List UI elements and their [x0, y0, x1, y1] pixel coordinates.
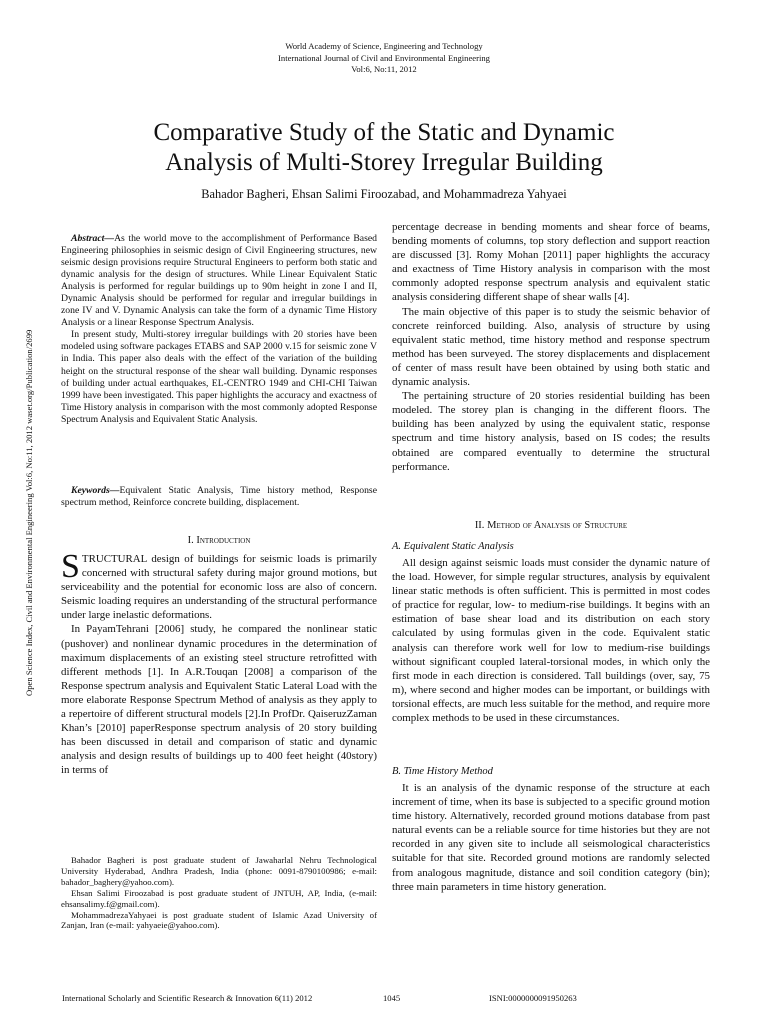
keywords-label: Keywords	[71, 485, 110, 496]
section-2-number: II.	[474, 520, 485, 531]
keywords-text: Equivalent Static Analysis, Time history method, Response spectrum method, Reinforce concrete building, displacement.	[61, 485, 377, 508]
equivalent-static-paragraph: All design against seismic loads must consider the dynamic nature of the load. However, for simple regular structures, analysis by equivalent linear static methods is often sufficient. This is permitted in most codes of practice for regular, low- to medium-rise buildings. It begins with an estimation of base shear load and its distribution on each story calculated by using formulas given in the code. Equivalent static analysis can therefore work well for low to medium-rise buildings without significant coupled lateral-torsional modes, in which only the first mode in each direction is considered. Tall buildings (over, say, 75 m), where second and higher modes can be important, or buildings with torsional effects, are much less suitable for the method, and require more complex methods to be used in these circumstances.	[392, 557, 710, 725]
introduction-body	[61, 548, 377, 778]
section-1-number: I.	[187, 535, 194, 546]
abstract-dash: —	[104, 233, 115, 244]
footnote-2: Ehsan Salimi Firoozabad is post graduate student of JNTUH, AP, India, (e-mail: ehsansalimy.f@gmail.com).	[61, 887, 377, 909]
abstract-label: Abstract	[71, 233, 105, 244]
section-2-heading	[392, 519, 710, 532]
time-history-body	[392, 781, 710, 894]
abstract-paragraph-2: In present study, Multi-storey irregular buildings with 20 stories have been modeled using software packages ETABS and SAP 2000 v.15 for seismic zone V in India. This paper also deals with the effect of the variation of the building height on the structural response of the shear wall building. Dynamic responses of building under actual earthquakes, EL-CENTRO 1949 and CHI-CHI Taiwan 1999 have been investigated. This paper highlights the accuracy and exactness of Time History analysis in comparison with the most commonly adopted Response Spectrum Analysis and Equivalent Static Analysis.	[61, 329, 377, 425]
time-history-paragraph: It is an analysis of the dynamic response of the structure at each increment of time, when its base is subjected to a specific ground motion time history. Alternatively, recorded ground motions database from past natural events can be a reliable source for time histories but they are not recorded in any given site to include all seismological characteristics suitable for that site. Recorded ground motions are randomly selected from analogous magnitude, distance and soil condition category (bin); three main parameters in time history generation.	[392, 782, 710, 893]
paper-title	[60, 118, 708, 178]
section-1-title: Introduction	[196, 535, 251, 546]
keywords-paragraph	[61, 485, 377, 509]
footnote-3: MohammadrezaYahyaei is post graduate student of Islamic Azad University of Zanjan, Iran (e-mail: yahyaeie@yahoo.com).	[61, 909, 377, 931]
journal-header	[0, 41, 768, 76]
title-line-2: Analysis of Multi-Storey Irregular Building	[165, 149, 603, 176]
title-line-1: Comparative Study of the Static and Dynamic	[153, 119, 615, 146]
side-citation-text: Open Science Index, Civil and Environmental Engineering Vol:6, No:11, 2012 waset.org/Publication/2699	[24, 329, 34, 696]
journal-name: International Journal of Civil and Environmental Engineering	[278, 52, 490, 63]
subsection-b-heading: B. Time History Method	[392, 766, 493, 777]
abstract-paragraph-1	[61, 233, 377, 329]
drop-cap: S	[61, 548, 80, 585]
footer-publisher: International Scholarly and Scientific Research & Innovation 6(11) 2012	[62, 993, 313, 1003]
page-number: 1045	[383, 993, 401, 1003]
keywords-dash: —	[109, 485, 120, 496]
objective-paragraph: The main objective of this paper is to study the seismic behavior of concrete reinforced building. Also, analysis of structure by using equivalent static method, time history method and response spectrum method has been surveyed. The storey displacements and displacement of center of mass result have been obtained by using both static and dynamic analysis.	[392, 305, 710, 389]
structure-paragraph: The pertaining structure of 20 stories residential building has been modeled. The storey plan is changing in the different floors. The building has been analyzed by using the equivalent static, response spectrum and time history analysis, based on IS codes; the results obtained are compared eventually to determine the structural performance.	[392, 390, 710, 473]
footnote-1: Bahador Bagheri is post graduate student of Jawaharlal Nehru Technological University Hyderabad, Andhra Pradesh, India (phone: 0091-8790100986; e-mail: bahador_baghery@yahoo.com).	[61, 855, 377, 887]
equivalent-static-body	[392, 556, 710, 725]
right-column-intro	[392, 220, 710, 474]
footer-isni: ISNI:0000000091950263	[489, 993, 577, 1003]
subsection-a-heading: A. Equivalent Static Analysis	[392, 541, 514, 552]
keywords	[61, 485, 377, 509]
abstract	[61, 233, 377, 426]
journal-publisher: World Academy of Science, Engineering and Technology	[285, 41, 483, 51]
section-1-heading	[61, 534, 377, 547]
author-footnotes	[61, 855, 377, 931]
intro-paragraph-1	[61, 548, 377, 622]
journal-volume: Vol:6, No:11, 2012	[351, 64, 417, 74]
section-2-title: Method of Analysis of Structure	[487, 520, 628, 531]
abstract-text-1: As the world move to the accomplishment of Performance Based Engineering philosophies in seismic design of Civil Engineering structures, new seismic design provisions require Structural Engineers to perform both static and dynamic analysis for the design of structures. While Linear Equivalent Static Analysis is performed for regular buildings up to 90m height in zone I and II, Dynamic Analysis should be performed for regular and irregular buildings in zone IV and V. Dynamic Analysis can take the form of a dynamic Time History Analysis or a linear Response Spectrum Analysis.	[61, 233, 377, 329]
intro-paragraph-2: In PayamTehrani [2006] study, he compared the nonlinear static (pushover) and nonlinear dynamic procedures in the determination of maximum displacements of an existing steel structure retrofitted with different methods [1]. In A.R.Touqan [2008] a comparison of the Response spectrum analysis and Equivalent Static Lateral Load with the more elaborate Response Spectrum Method of analysis as they apply to a repertoire of different structural models [2].In ProfDr. QaiseruzZaman Khan’s [2010] paperResponse spectrum analysis of 20 story building has been discussed in detail and comparison of static and dynamic analysis and design results of buildings up to 400 feet height (40story) in terms of	[61, 623, 377, 777]
intro-paragraph-1-text: TRUCTURAL design of buildings for seismic loads is primarily concerned with structural safety during major ground motions, but serviceability and the potential for economic loss are also of concern. Seismic loading requires an understanding of the structural performance under large inelastic deformations.	[61, 553, 377, 622]
author-list: Bahador Bagheri, Ehsan Salimi Firoozabad, and Mohammadreza Yahyaei	[201, 187, 567, 201]
intro-paragraph-continued: percentage decrease in bending moments and shear force of beams, bending moments of columns, top story deflection and support reaction are discussed [3]. Romy Mohan [2011] paper highlights the accuracy and exactness of Time History analysis in comparison with the most commonly adopted response spectrum analysis and equivalent static analysis considering different shape of shear walls [4].	[392, 221, 710, 304]
